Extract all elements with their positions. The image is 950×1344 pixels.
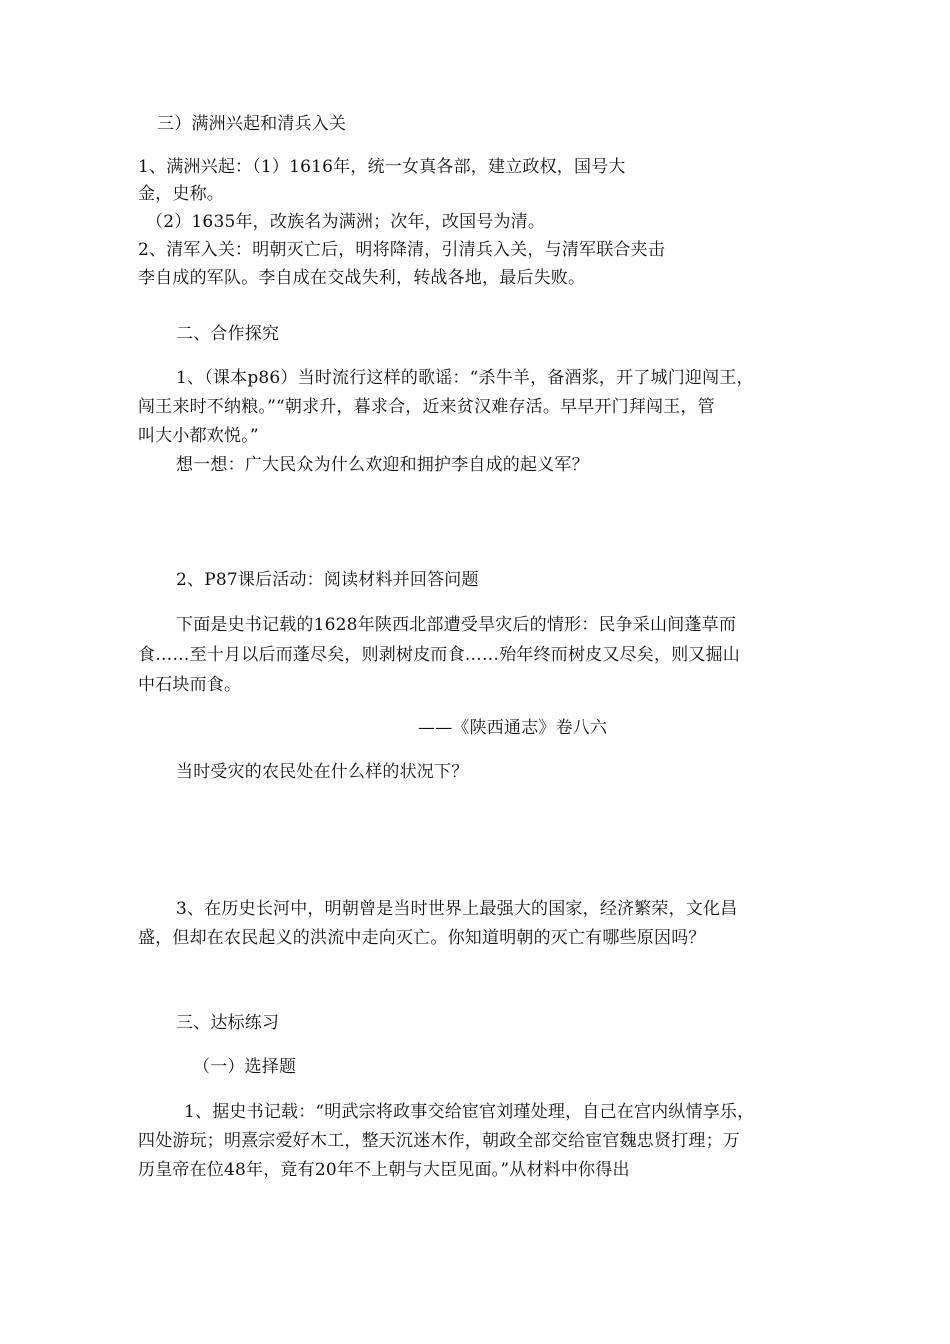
manchu-item1-line2: 金，史称。	[138, 184, 224, 204]
practice-q1-line2: 四处游玩；明熹宗爱好木工，整天沉迷木作，朝政全部交给宦官魏忠贤打理；万	[138, 1131, 740, 1151]
manchu-heading: 三）满洲兴起和清兵入关	[157, 114, 347, 134]
cooperation-q1-prompt: 想一想：广大民众为什么欢迎和拥护李自成的起义军？	[176, 455, 589, 475]
cooperation-q3-line1: 3、在历史长河中，明朝曾是当时世界上最强大的国家，经济繁荣，文化昌	[176, 899, 738, 919]
cooperation-q1-line2: 闯王来时不纳粮。”“朝求升，暮求合，近来贫汉难存活。早早开门拜闯王，管	[138, 397, 715, 417]
cooperation-q1-line1: 1、（课本p86）当时流行这样的歌谣：“杀牛羊，备酒浆，开了城门迎闯王，	[176, 368, 754, 388]
cooperation-q3-line2: 盛，但却在农民起义的洪流中走向灭亡。你知道明朝的灭亡有哪些原因吗？	[138, 928, 706, 948]
practice-q1-line3: 历皇帝在位48年，竟有20年不上朝与大臣见面。”从材料中你得出	[138, 1160, 630, 1180]
manchu-item1-line1: 1、满洲兴起：（1）1616年，统一女真各部，建立政权，国号大	[138, 157, 626, 177]
cooperation-q1-line3: 叫大小都欢悦。”	[138, 426, 259, 446]
cooperation-q2-source: ——《陕西通志》卷八六	[418, 718, 608, 738]
cooperation-q2-title: 2、P87课后活动：阅读材料并回答问题	[176, 570, 479, 590]
practice-subheading: （一）选择题	[193, 1057, 297, 1077]
practice-heading: 三、达标练习	[176, 1013, 280, 1033]
manchu-item2-line1: 2、清军入关：明朝灭亡后，明将降清，引清兵入关，与清军联合夹击	[138, 240, 666, 260]
cooperation-q2-line3: 中石块而食。	[138, 675, 242, 695]
manchu-item2-line2: 李自成的军队。李自成在交战失利，转战各地，最后失败。	[138, 268, 586, 288]
cooperation-q2-prompt: 当时受灾的农民处在什么样的状况下？	[176, 762, 469, 782]
cooperation-heading: 二、合作探究	[176, 324, 280, 344]
cooperation-q2-line1: 下面是史书记载的1628年陕西北部遭受旱灾后的情形：民争采山间蓬草而	[176, 615, 737, 635]
manchu-item1-line3: （2）1635年，改族名为满洲；次年，改国号为清。	[146, 212, 546, 232]
practice-q1-line1: 1、据史书记载：“明武宗将政事交给宦官刘瑾处理，自己在宫内纵情享乐，	[184, 1102, 755, 1122]
cooperation-q2-line2: 食……至十月以后而蓬尽矣，则剥树皮而食……殆年终而树皮又尽矣，则又掘山	[138, 645, 740, 665]
